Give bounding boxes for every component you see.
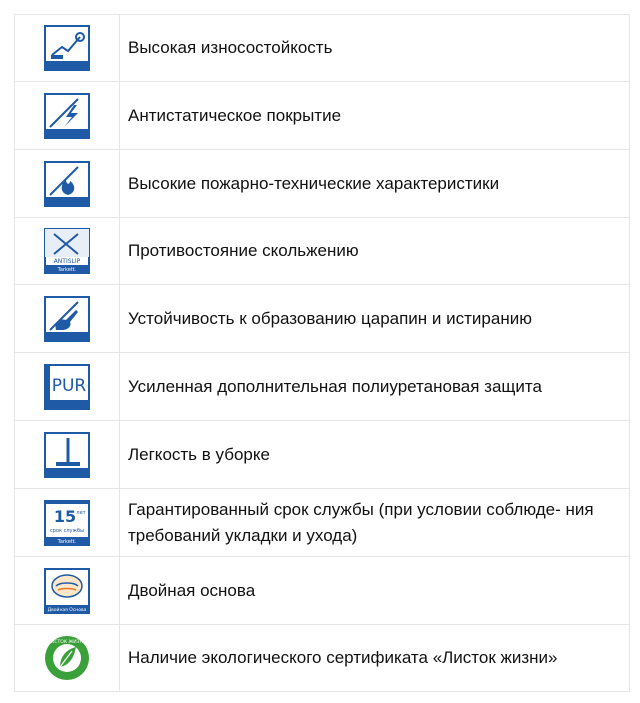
feature-text: Наличие экологического сертификата «Листок жизни» — [128, 648, 558, 667]
feature-text: Двойная основа — [128, 580, 256, 600]
svg-text:ANTISLIP: ANTISLIP — [53, 258, 81, 265]
feature-row — [15, 150, 629, 218]
feature-row — [15, 421, 629, 489]
eco-leaf-of-life-icon — [44, 635, 90, 681]
wear-resistance-icon — [44, 25, 90, 71]
svg-text:лет: лет — [76, 509, 86, 516]
feature-row — [15, 285, 629, 353]
feature-text: Усиленная дополнительная полиуретановая защита — [128, 376, 542, 396]
feature-row — [15, 15, 629, 82]
feature-text: Устойчивость к образованию царапин и истиранию — [128, 308, 532, 328]
warranty-15-years-icon — [44, 500, 90, 546]
features-table — [14, 14, 630, 692]
feature-row — [15, 218, 629, 285]
feature-row — [15, 625, 629, 692]
pur-protection-icon — [44, 364, 90, 410]
svg-text:PUR: PUR — [51, 375, 87, 396]
svg-text:15: 15 — [53, 506, 77, 526]
feature-text: Гарантированный срок службы (при условии соблюде- ния требований укладки и ухода) — [128, 499, 594, 545]
fire-resistance-icon — [44, 161, 90, 207]
svg-text:Tarkett.: Tarkett. — [57, 538, 77, 545]
antistatic-lightning-icon — [44, 93, 90, 139]
svg-text:ЛИСТОК ЖИЗНИ: ЛИСТОК ЖИЗНИ — [47, 640, 87, 645]
double-base-icon — [44, 568, 90, 614]
svg-text:Tarkett.: Tarkett. — [57, 267, 77, 273]
feature-text: Антистатическое покрытие — [128, 105, 342, 125]
feature-text: Высокая износостойкость — [128, 38, 333, 57]
feature-row — [15, 82, 629, 150]
svg-text:Двойная Основа: Двойная Основа — [47, 607, 87, 613]
feature-row — [15, 353, 629, 421]
feature-text: Легкость в уборке — [128, 444, 270, 464]
antislip-icon — [44, 228, 90, 274]
feature-text: Противостояние скольжению — [128, 241, 359, 260]
feature-row — [15, 557, 629, 625]
scratch-resistance-icon — [44, 296, 90, 342]
feature-text: Высокие пожарно-технические характеристики — [128, 173, 500, 193]
easy-cleaning-mop-icon — [44, 432, 90, 478]
feature-row — [15, 489, 629, 557]
svg-text:срок службы: срок службы — [49, 527, 85, 534]
